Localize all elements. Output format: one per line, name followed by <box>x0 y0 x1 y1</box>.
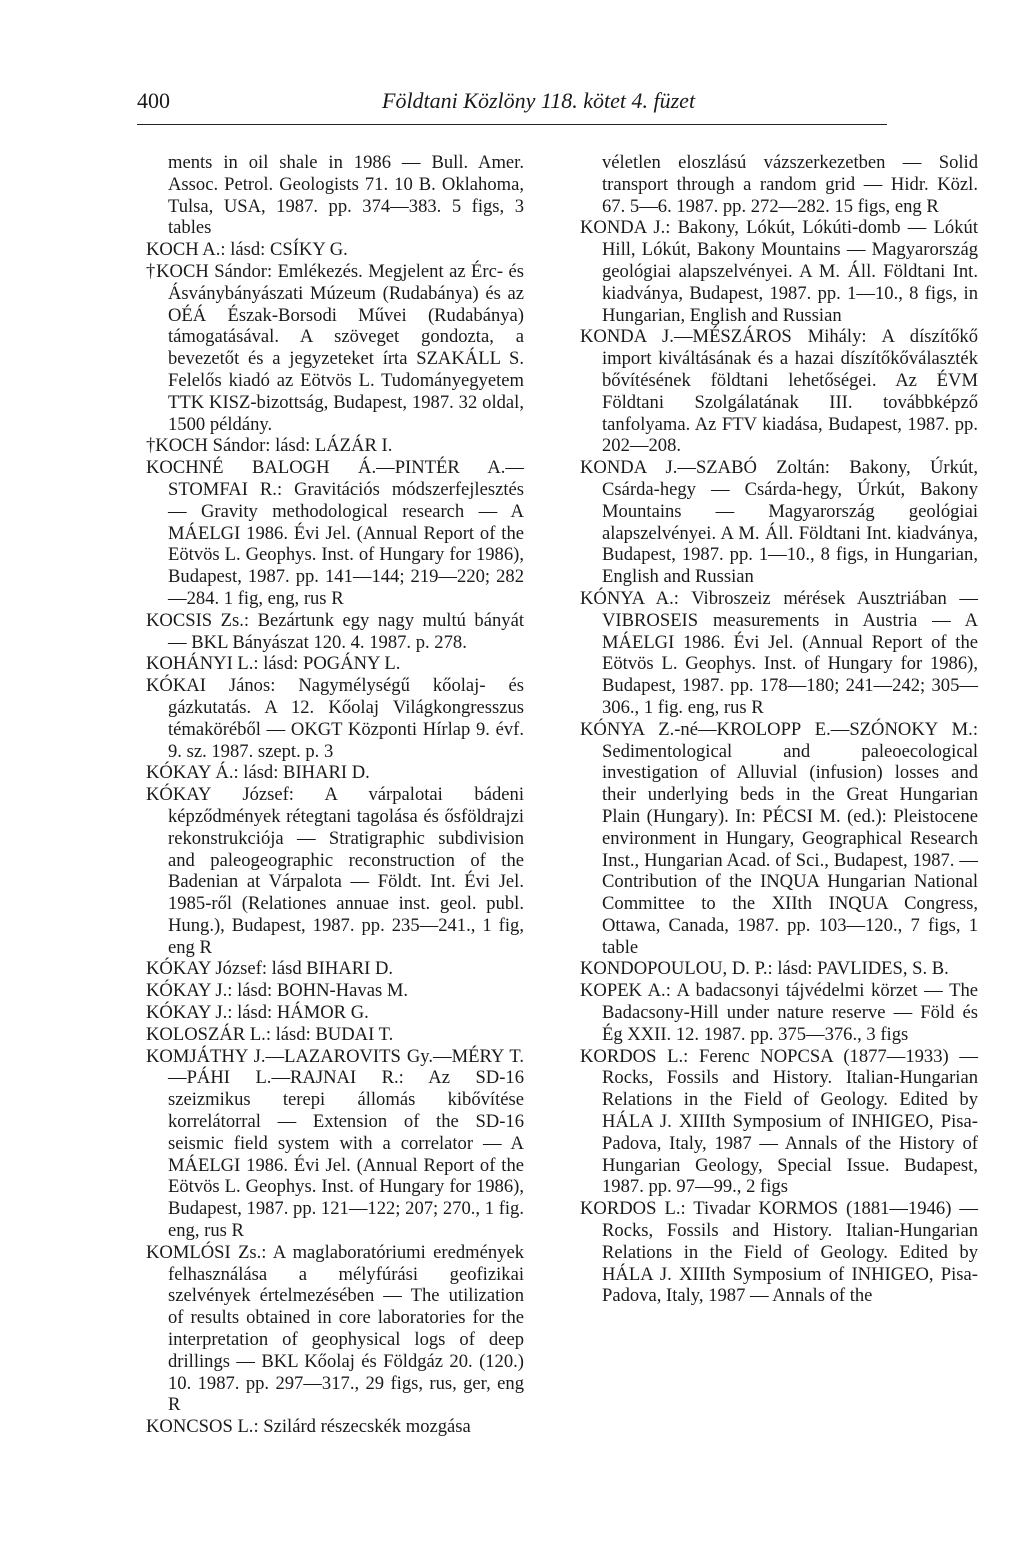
bibliography-entry: KOCH A.: lásd: CSÍKY G. <box>146 239 348 261</box>
bibliography-entry: KOMJÁTHY J.—LAZAROVITS Gy.—MÉRY T. —PÁHI L.—RAJNAI R.: Az SD-16 szeizmikus terepi állomás kibővítése korrelátorral — Extension of the SD-16 seismic field system with a correlator — A MÁELGI 1986. Évi Jel. (Annual Report of the Eötvös L. Geophys. Inst. of Hungary for 1986), Budapest, 1987. pp. 121—122; 207; 270., 1 fig. eng, rus R <box>146 1045 524 1242</box>
bibliography-entry: KONCSOS L.: Szilárd részecskék mozgása <box>146 1416 471 1438</box>
bibliography-entry: KÓKAY Á.: lásd: BIHARI D. <box>146 762 370 784</box>
bibliography-entry: ments in oil shale in 1986 — Bull. Amer. Assoc. Petrol. Geologists 71. 10 B. Oklahoma, Tulsa, USA, 1987. pp. 374—383. 5 figs, 3 tables <box>168 152 524 239</box>
bibliography-entry: KÓKAI János: Nagymélységű kőolaj- és gázkutatás. A 12. Kőolaj Világkongresszus témaköréből — OKGT Központi Hírlap 9. évf. 9. sz. 1987. szept. p. 3 <box>146 675 524 762</box>
bibliography-entry: KOMLÓSI Zs.: A maglaboratóriumi eredmények felhasználása a mélyfúrási geofizikai szelvények értelmezésében — The utilization of results obtained in core laboratories for the interpretation of geophysical logs of deep drillings — BKL Kőolaj és Földgáz 20. (120.) 10. 1987. pp. 297—317., 29 figs, rus, ger, eng R <box>146 1241 524 1416</box>
bibliography-entry: véletlen eloszlású vázszerkezetben — Solid transport through a random grid — Hidr. Közl. 67. 5—6. 1987. pp. 272—282. 15 figs, eng R <box>602 152 978 217</box>
left-column <box>146 152 524 1438</box>
bibliography-entry: KÓNYA A.: Vibroszeiz mérések Ausztriában — VIBROSEIS measurements in Austria — A MÁELGI 1986. Évi Jel. (Annual Report of the Eötvös L. Geophys. Inst. of Hungary for 1986), Budapest, 1987. pp. 178—180; 241—242; 305—306., 1 fig. eng, rus R <box>580 587 978 718</box>
right-column <box>580 152 978 1307</box>
bibliography-entry: KÓNYA Z.-né—KROLOPP E.—SZÓNOKY M.: Sedimentological and paleoecological investigation of Alluvial (infusion) losses and their underlying beds in the Great Hungarian Plain (Hungary). In: PÉCSI M. (ed.): Pleistocene environment in Hungary, Geographical Research Inst., Hungarian Acad. of Sci., Budapest, 1987. — Contribution of the INQUA Hungarian National Committee to the XIIth INQUA Congress, Ottawa, Canada, 1987. pp. 103—120., 7 figs, 1 table <box>580 718 978 958</box>
bibliography-entry: KOCHNÉ BALOGH Á.—PINTÉR A.—STOMFAI R.: Gravitációs módszerfejlesztés — Gravity methodological research — A MÁELGI 1986. Évi Jel. (Annual Report of the Eötvös L. Geophys. Inst. of Hungary for 1986), Budapest, 1987. pp. 141—144; 219—220; 282—284. 1 fig, eng, rus R <box>146 457 524 609</box>
page-header <box>137 88 887 125</box>
bibliography-entry: †KOCH Sándor: Emlékezés. Megjelent az Érc- és Ásványbányászati Múzeum (Rudabánya) és az OÉÁ Észak-Borsodi Művei (Rudabánya) támogatásával. A szöveget gondozta, a bevezetőt és a jegyzeteket írta SZAKÁLL S. Felelős kiadó az Eötvös L. Tudományegyetem TTK KISZ-bizottság, Budapest, 1987. 32 oldal, 1500 példány. <box>146 260 524 435</box>
bibliography-entry: KONDOPOULOU, D. P.: lásd: PAVLIDES, S. B. <box>580 958 949 980</box>
bibliography-entry: KOLOSZÁR L.: lásd: BUDAI T. <box>146 1023 394 1045</box>
bibliography-entry: KORDOS L.: Ferenc NOPCSA (1877—1933) — Rocks, Fossils and History. Italian-Hungarian Relations in the Field of Geology. Edited by HÁLA J. XIIIth Symposium of INHIGEO, Pisa-Padova, Italy, 1987 — Annals of the History of Hungarian Geology, Special Issue. Budapest, 1987. pp. 97—99., 2 figs <box>580 1045 978 1198</box>
bibliography-entry: KOCSIS Zs.: Bezártunk egy nagy multú bányát — BKL Bányászat 120. 4. 1987. p. 278. <box>146 609 524 653</box>
bibliography-entry: KOPEK A.: A badacsonyi tájvédelmi körzet — The Badacsony-Hill under nature reserve — Föld és Ég XXII. 12. 1987. pp. 375—376., 3 figs <box>580 980 978 1045</box>
bibliography-entry: KONDA J.—SZABÓ Zoltán: Bakony, Úrkút, Csárda-hegy — Csárda-hegy, Úrkút, Bakony Mountains — Magyarország geológiai alapszelvényei. A M. Áll. Földtani Int. kiadványa, Budapest, 1987. pp. 1—10., 8 figs, in Hungarian, English and Russian <box>580 457 978 588</box>
bibliography-entry: KONDA J.: Bakony, Lókút, Lókúti-domb — Lókút Hill, Lókút, Bakony Mountains — Magyarország geológiai alapszelvényei. A M. Áll. Földtani Int. kiadványa, Budapest, 1987. pp. 1—10., 8 figs, in Hungarian, English and Russian <box>580 217 978 326</box>
bibliography-entry: KÓKAY József: lásd BIHARI D. <box>146 958 394 980</box>
bibliography-entry: †KOCH Sándor: lásd: LÁZÁR I. <box>146 435 393 457</box>
bibliography-entry: KORDOS L.: Tivadar KORMOS (1881—1946) — Rocks, Fossils and History. Italian-Hungarian Relations in the Field of Geology. Edited by HÁLA J. XIIIth Symposium of INHIGEO, Pisa-Padova, Italy, 1987 — Annals of the <box>580 1198 978 1307</box>
journal-title: Földtani Közlöny 118. kötet 4. füzet <box>382 88 696 113</box>
bibliography-entry: KOHÁNYI L.: lásd: POGÁNY L. <box>146 653 401 675</box>
bibliography-entry: KÓKAY J.: lásd: BOHN-Havas M. <box>146 980 409 1002</box>
bibliography-entry: KÓKAY József: A várpalotai bádeni képződmények rétegtani tagolása és ősföldrajzi rekonstrukciója — Stratigraphic subdivision and paleogeographic reconstruction of the Badenian at Várpalota — Földt. Int. Évi Jel. 1985-ről (Relationes annuae inst. geol. publ. Hung.), Budapest, 1987. pp. 235—241., 1 fig, eng R <box>146 784 524 958</box>
bibliography-entry: KÓKAY J.: lásd: HÁMOR G. <box>146 1002 369 1024</box>
page-number: 400 <box>137 88 170 113</box>
bibliography-entry: KONDA J.—MÉSZÁROS Mihály: A díszítőkő import kiváltásának és a hazai díszítőkőválaszték bővítésének földtani lehetőségei. Az ÉVM Földtani Szolgálatának III. továbbképző tanfolyama. Az FTV kiadása, Budapest, 1987. pp. 202—208. <box>580 326 978 457</box>
